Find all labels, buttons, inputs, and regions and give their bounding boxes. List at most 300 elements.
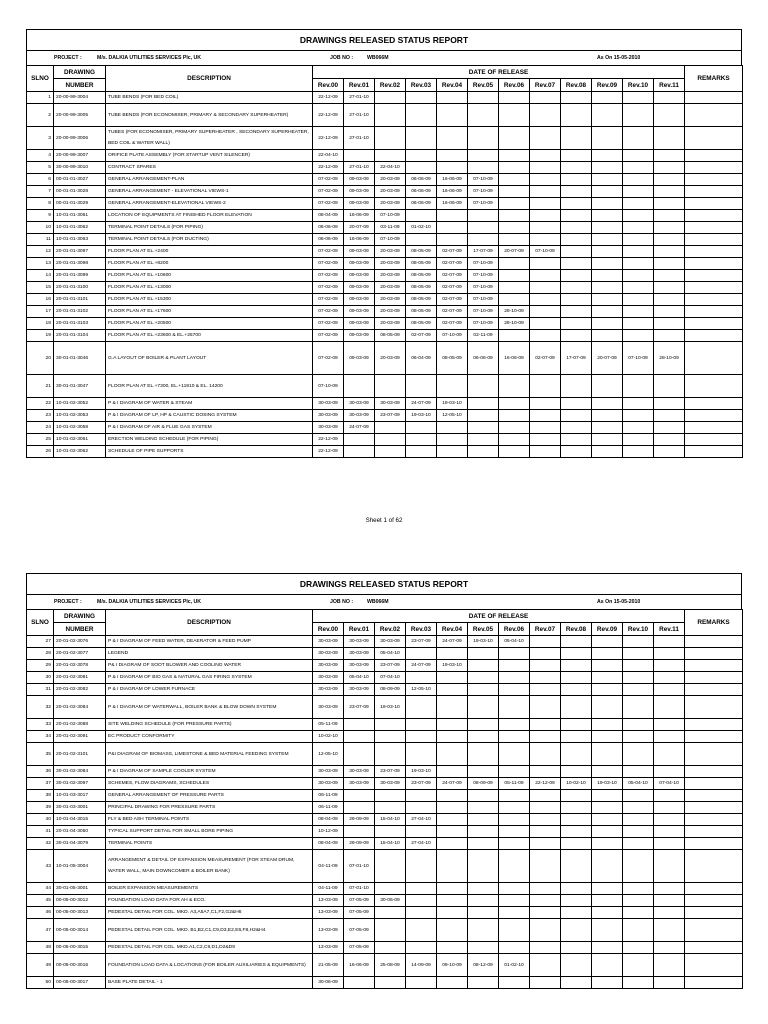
table-header — [27, 66, 743, 92]
remarks-cell — [685, 127, 743, 150]
drawing-number-cell: 20-01-02-3101 — [54, 743, 106, 766]
rev-date-cell — [437, 434, 468, 446]
rev-date-cell: 08-05-09 — [437, 342, 468, 375]
rev-date-cell — [406, 802, 437, 814]
rev-date-cell — [623, 446, 654, 458]
rev-date-cell — [623, 92, 654, 104]
table-row — [27, 270, 743, 282]
rev-date-cell — [468, 422, 499, 434]
rev-date-cell — [375, 743, 406, 766]
rev-date-cell — [499, 907, 530, 919]
rev-date-cell — [530, 766, 561, 778]
rev-date-cell — [499, 398, 530, 410]
rev-date-cell: 07-02-09 — [313, 294, 344, 306]
slno-cell: 14 — [27, 270, 54, 282]
rev-date-cell — [654, 422, 685, 434]
remarks-cell — [685, 410, 743, 422]
rev-date-cell: 20-03-09 — [375, 342, 406, 375]
rev-date-cell — [468, 684, 499, 696]
drawing-number-cell: 00-01-01-3027 — [54, 174, 106, 186]
rev-date-cell: 22-12-09 — [530, 778, 561, 790]
drawing-number-cell: 10-01-03-3017 — [54, 790, 106, 802]
rev-date-cell: 07-05-09 — [344, 919, 375, 942]
rev-date-cell: 22-12-09 — [313, 162, 344, 174]
description-header: DESCRIPTION — [106, 610, 313, 636]
table-row — [27, 186, 743, 198]
rev-date-cell — [344, 977, 375, 989]
rev-date-cell — [623, 919, 654, 942]
rev-date-cell: 30-03-09 — [313, 766, 344, 778]
rev-date-cell — [406, 375, 437, 398]
remarks-cell — [685, 684, 743, 696]
rev-date-cell: 09-03-09 — [344, 186, 375, 198]
rev-date-cell — [437, 104, 468, 127]
rev-date-cell — [344, 790, 375, 802]
rev-date-cell — [530, 660, 561, 672]
drawing-number-cell: 20-01-02-3088 — [54, 719, 106, 731]
project-value: M/s. DALKIA UTILITIES SERVICES Plc, UK — [97, 599, 202, 605]
rev-date-cell — [375, 883, 406, 895]
description-cell: GENERAL ARRANGEMENT-PLAN — [106, 174, 313, 186]
rev-date-cell — [499, 672, 530, 684]
rev-date-cell — [437, 92, 468, 104]
table-row — [27, 942, 743, 954]
rev-date-cell — [499, 766, 530, 778]
drawing-number-cell: 20-00-99-3005 — [54, 104, 106, 127]
rev-date-cell — [654, 446, 685, 458]
rev-date-cell: 30-03-09 — [313, 648, 344, 660]
rev-date-cell — [437, 743, 468, 766]
rev-date-cell — [437, 895, 468, 907]
drawing-number-cell: 10-01-02-3058 — [54, 422, 106, 434]
description-cell: FLOOR PLAN AT EL.+23600 & EL.+25700 — [106, 330, 313, 342]
remarks-header: REMARKS — [685, 66, 743, 92]
project-label: PROJECT : — [54, 55, 82, 61]
rev-date-cell — [623, 826, 654, 838]
rev-date-cell — [592, 743, 623, 766]
rev-date-cell — [592, 375, 623, 398]
drawing-number-cell: 10-01-02-3052 — [54, 398, 106, 410]
rev-date-cell — [561, 162, 592, 174]
drawing-number-cell: 20-01-02-3091 — [54, 731, 106, 743]
rev-date-cell — [623, 850, 654, 883]
rev-date-cell — [623, 743, 654, 766]
rev-date-cell — [623, 719, 654, 731]
rev-date-cell — [468, 696, 499, 719]
rev-date-cell: 07-04-10 — [375, 672, 406, 684]
rev-date-cell — [437, 814, 468, 826]
rev-date-cell — [561, 318, 592, 330]
description-cell: EC PRODUCT CONFORMITY — [106, 731, 313, 743]
description-cell: P & I DIAGRAM OF LP, HP & CAUSTIC DOSING SYSTEM — [106, 410, 313, 422]
rev-date-cell: 07-02-09 — [313, 342, 344, 375]
rev-date-cell — [499, 446, 530, 458]
status-table — [26, 609, 743, 989]
rev-date-cell — [344, 375, 375, 398]
rev-date-cell: 08-05-09 — [406, 294, 437, 306]
rev-date-cell: 30-03-09 — [344, 778, 375, 790]
description-cell: TERMINAL POINT DETAILS (FOR DUCTING) — [106, 234, 313, 246]
rev-date-cell — [623, 162, 654, 174]
rev-date-cell: 24-07-09 — [437, 778, 468, 790]
remarks-cell — [685, 731, 743, 743]
slno-cell: 42 — [27, 838, 54, 850]
table-body — [27, 92, 743, 458]
rev-header: Rev.08 — [561, 623, 592, 636]
rev-date-cell — [654, 150, 685, 162]
rev-date-cell: 19-03-10 — [406, 766, 437, 778]
rev-date-cell — [499, 222, 530, 234]
rev-date-cell — [530, 883, 561, 895]
rev-date-cell — [592, 222, 623, 234]
remarks-cell — [685, 210, 743, 222]
rev-date-cell: 07-02-09 — [313, 246, 344, 258]
rev-date-cell — [561, 210, 592, 222]
rev-date-cell — [437, 234, 468, 246]
rev-date-cell: 05-04-10 — [623, 778, 654, 790]
table-row — [27, 838, 743, 850]
rev-date-cell — [499, 104, 530, 127]
rev-date-cell: 23-07-09 — [344, 696, 375, 719]
rev-date-cell — [654, 719, 685, 731]
description-cell: P & I DIAGRAM OF WATERWALL, BOILER BANK & BLOW DOWN SYSTEM — [106, 696, 313, 719]
remarks-cell — [685, 790, 743, 802]
description-cell: FOUNDATION LOAD DATA FOR AH & ECO. — [106, 895, 313, 907]
rev-date-cell — [592, 684, 623, 696]
slno-cell: 49 — [27, 954, 54, 977]
rev-date-cell — [468, 410, 499, 422]
rev-date-cell — [654, 162, 685, 174]
rev-date-cell — [437, 838, 468, 850]
rev-date-cell — [406, 422, 437, 434]
project-info-bar — [26, 594, 742, 609]
rev-date-cell — [623, 648, 654, 660]
rev-date-cell — [561, 895, 592, 907]
rev-date-cell — [654, 198, 685, 210]
rev-date-cell — [437, 731, 468, 743]
rev-header: Rev.08 — [561, 79, 592, 92]
description-cell: P & I DIAGRAM OF WATER & STEAM — [106, 398, 313, 410]
table-row — [27, 766, 743, 778]
rev-date-cell — [592, 977, 623, 989]
drawing-number-cell: 20-00-99-3004 — [54, 92, 106, 104]
rev-date-cell — [437, 422, 468, 434]
rev-date-cell: 20-03-09 — [375, 198, 406, 210]
rev-date-cell — [468, 977, 499, 989]
rev-date-cell: 04-11-09 — [313, 883, 344, 895]
rev-date-cell: 27-01-10 — [344, 127, 375, 150]
rev-date-cell — [499, 294, 530, 306]
description-cell: FLY & BED ASH TERMINAL POINTS — [106, 814, 313, 826]
rev-date-cell — [561, 104, 592, 127]
rev-date-cell — [623, 422, 654, 434]
slno-cell: 4 — [27, 150, 54, 162]
remarks-cell — [685, 446, 743, 458]
table-row — [27, 719, 743, 731]
slno-cell: 28 — [27, 648, 54, 660]
rev-date-cell — [530, 895, 561, 907]
rev-date-cell — [468, 826, 499, 838]
rev-date-cell: 20-03-09 — [375, 186, 406, 198]
rev-date-cell — [561, 883, 592, 895]
rev-date-cell — [623, 672, 654, 684]
table-row — [27, 895, 743, 907]
rev-date-cell: 08-04-09 — [313, 814, 344, 826]
rev-date-cell: 24-07-09 — [437, 636, 468, 648]
rev-header: Rev.04 — [437, 79, 468, 92]
drawing-number-cell: 20-01-01-3104 — [54, 330, 106, 342]
rev-date-cell: 16-06-09 — [437, 174, 468, 186]
rev-date-cell — [437, 826, 468, 838]
slno-cell: 35 — [27, 743, 54, 766]
rev-date-cell: 29-09-09 — [344, 838, 375, 850]
rev-date-cell — [592, 174, 623, 186]
rev-date-cell: 22-12-09 — [313, 446, 344, 458]
rev-date-cell — [375, 919, 406, 942]
rev-date-cell — [654, 104, 685, 127]
rev-date-cell — [468, 919, 499, 942]
table-row — [27, 826, 743, 838]
rev-date-cell — [654, 942, 685, 954]
rev-date-cell — [499, 258, 530, 270]
description-cell: ORIFICE PLATE ASSEMBLY (FOR STARTUP VENT SILENCER) — [106, 150, 313, 162]
rev-date-cell — [530, 222, 561, 234]
rev-date-cell — [530, 719, 561, 731]
drawing-number-cell: 00-05-00-3012 — [54, 895, 106, 907]
slno-cell: 38 — [27, 790, 54, 802]
rev-date-cell: 09-03-09 — [344, 270, 375, 282]
description-cell: G.A LAYOUT OF BOILER & PLANT LAYOUT — [106, 342, 313, 375]
slno-cell: 13 — [27, 258, 54, 270]
rev-date-cell — [406, 919, 437, 942]
rev-date-cell — [623, 895, 654, 907]
rev-date-cell — [530, 636, 561, 648]
rev-date-cell: 20-03-09 — [375, 174, 406, 186]
rev-date-cell — [654, 838, 685, 850]
rev-date-cell — [654, 234, 685, 246]
description-cell: FLOOR PLAN AT EL.+2400 — [106, 246, 313, 258]
remarks-cell — [685, 330, 743, 342]
rev-date-cell: 08-05-09 — [406, 318, 437, 330]
rev-date-cell — [592, 127, 623, 150]
rev-date-cell — [623, 410, 654, 422]
rev-date-cell: 30-03-09 — [344, 684, 375, 696]
description-cell: TERMINAL POINTS — [106, 838, 313, 850]
rev-date-cell — [654, 790, 685, 802]
rev-date-cell: 09-03-09 — [344, 246, 375, 258]
drawing-number-cell: 20-01-01-3103 — [54, 318, 106, 330]
rev-date-cell: 07-10-09 — [468, 318, 499, 330]
rev-date-cell: 07-10-09 — [468, 306, 499, 318]
rev-date-cell — [592, 234, 623, 246]
rev-date-cell: 22-12-09 — [313, 104, 344, 127]
remarks-cell — [685, 150, 743, 162]
rev-header: Rev.04 — [437, 623, 468, 636]
rev-date-cell — [468, 814, 499, 826]
rev-date-cell — [623, 210, 654, 222]
table-row — [27, 150, 743, 162]
rev-date-cell: 22-04-10 — [375, 162, 406, 174]
rev-date-cell — [561, 766, 592, 778]
rev-date-cell: 20-03-09 — [375, 270, 406, 282]
drawing-number-cell: 10-01-02-3053 — [54, 410, 106, 422]
rev-date-cell: 09-03-09 — [344, 342, 375, 375]
remarks-cell — [685, 778, 743, 790]
description-cell: LEGEND — [106, 648, 313, 660]
table-row — [27, 850, 743, 883]
description-header: DESCRIPTION — [106, 66, 313, 92]
rev-date-cell — [561, 826, 592, 838]
rev-date-cell — [468, 942, 499, 954]
rev-date-cell — [499, 850, 530, 883]
remarks-cell — [685, 434, 743, 446]
rev-date-cell — [530, 942, 561, 954]
number-header: NUMBER — [54, 623, 106, 636]
rev-date-cell — [375, 731, 406, 743]
rev-date-cell — [406, 696, 437, 719]
rev-date-cell: 08-09-09 — [375, 684, 406, 696]
rev-date-cell: 08-05-09 — [406, 270, 437, 282]
rev-date-cell — [499, 282, 530, 294]
table-row — [27, 422, 743, 434]
rev-date-cell: 07-04-10 — [654, 778, 685, 790]
rev-date-cell — [530, 174, 561, 186]
rev-date-cell — [592, 162, 623, 174]
rev-date-cell — [468, 104, 499, 127]
rev-date-cell: 30-03-09 — [375, 778, 406, 790]
drawing-number-cell: 30-01-02-3097 — [54, 778, 106, 790]
rev-date-cell — [468, 162, 499, 174]
remarks-cell — [685, 234, 743, 246]
rev-date-cell: 06-06-09 — [406, 198, 437, 210]
rev-date-cell: 06-11-09 — [313, 802, 344, 814]
slno-cell: 6 — [27, 174, 54, 186]
rev-date-cell — [592, 838, 623, 850]
rev-date-cell: 23-07-09 — [406, 636, 437, 648]
rev-date-cell — [375, 790, 406, 802]
rev-date-cell — [530, 186, 561, 198]
rev-date-cell — [592, 104, 623, 127]
rev-date-cell — [623, 977, 654, 989]
rev-date-cell — [468, 210, 499, 222]
table-header — [27, 610, 743, 636]
rev-date-cell — [623, 198, 654, 210]
rev-date-cell: 20-03-09 — [375, 246, 406, 258]
rev-date-cell: 02-07-09 — [437, 270, 468, 282]
rev-date-cell — [499, 648, 530, 660]
rev-date-cell — [437, 883, 468, 895]
rev-date-cell: 06-06-09 — [313, 234, 344, 246]
project-info-bar — [26, 50, 742, 65]
rev-date-cell: 16-06-09 — [344, 234, 375, 246]
rev-date-cell: 06-06-09 — [313, 222, 344, 234]
rev-date-cell: 07-02-09 — [313, 270, 344, 282]
rev-header: Rev.02 — [375, 623, 406, 636]
rev-date-cell — [561, 802, 592, 814]
rev-date-cell — [592, 660, 623, 672]
rev-date-cell: 30-03-09 — [313, 398, 344, 410]
rev-date-cell: 07-10-09 — [375, 210, 406, 222]
description-cell: P & I DIAGRAM OF FEED WATER, DEAERATOR & FEED PUMP — [106, 636, 313, 648]
table-row — [27, 294, 743, 306]
description-cell: P& I DIAGRAM OF SOOT BLOWER AND COOLING WATER — [106, 660, 313, 672]
rev-date-cell — [623, 127, 654, 150]
slno-cell: 25 — [27, 434, 54, 446]
table-row — [27, 919, 743, 942]
rev-date-cell — [530, 790, 561, 802]
slno-cell: 39 — [27, 802, 54, 814]
rev-date-cell — [654, 210, 685, 222]
rev-date-cell: 27-01-10 — [344, 162, 375, 174]
table-body — [27, 636, 743, 989]
description-cell: PRINCIPAL DRAWING FOR PRESSURE PARTS — [106, 802, 313, 814]
description-cell: P & I DIAGRAM OF AIR & FLUE GAS SYSTEM — [106, 422, 313, 434]
rev-date-cell — [499, 719, 530, 731]
as-on-date: As On 15-05-2010 — [597, 599, 641, 605]
table-row — [27, 398, 743, 410]
rev-date-cell: 10-02-10 — [561, 778, 592, 790]
rev-date-cell — [592, 318, 623, 330]
rev-date-cell — [623, 150, 654, 162]
rev-date-cell — [344, 434, 375, 446]
rev-date-cell: 20-07-09 — [592, 342, 623, 375]
slno-cell: 41 — [27, 826, 54, 838]
rev-date-cell: 07-10-09 — [468, 258, 499, 270]
rev-date-cell — [344, 719, 375, 731]
rev-date-cell — [654, 330, 685, 342]
remarks-cell — [685, 104, 743, 127]
slno-cell: 32 — [27, 696, 54, 719]
table-row — [27, 306, 743, 318]
rev-date-cell — [375, 422, 406, 434]
remarks-cell — [685, 162, 743, 174]
table-row — [27, 92, 743, 104]
drawing-number-cell: 20-01-01-3098 — [54, 258, 106, 270]
drawing-number-cell: 10-01-02-3061 — [54, 434, 106, 446]
rev-date-cell: 04-11-09 — [313, 850, 344, 883]
rev-date-cell — [375, 907, 406, 919]
remarks-cell — [685, 270, 743, 282]
rev-date-cell — [406, 648, 437, 660]
rev-date-cell: 09-03-09 — [344, 306, 375, 318]
rev-date-cell: 09-03-09 — [344, 198, 375, 210]
rev-date-cell — [561, 127, 592, 150]
rev-date-cell — [561, 660, 592, 672]
rev-date-cell — [654, 907, 685, 919]
rev-date-cell — [468, 883, 499, 895]
rev-date-cell — [406, 104, 437, 127]
rev-date-cell — [437, 648, 468, 660]
rev-date-cell: 07-10-09 — [468, 270, 499, 282]
rev-date-cell — [623, 684, 654, 696]
table-row — [27, 174, 743, 186]
drawing-number-cell: 20-01-01-3099 — [54, 270, 106, 282]
rev-date-cell — [406, 942, 437, 954]
rev-date-cell — [468, 434, 499, 446]
rev-date-cell: 30-03-09 — [313, 410, 344, 422]
description-cell: ARRANGEMENT & DETAIL OF EXPANSION MEASUREMENT (FOR STEAM DRUM, WATER WALL, MAIN DOWNCOMER & BOILER BANK) — [106, 850, 313, 883]
rev-date-cell — [561, 282, 592, 294]
rev-date-cell — [623, 660, 654, 672]
drawing-number-cell: 30-01-05-3001 — [54, 883, 106, 895]
rev-date-cell — [406, 162, 437, 174]
rev-date-cell — [561, 234, 592, 246]
rev-date-cell — [654, 410, 685, 422]
rev-date-cell: 20-07-09 — [499, 246, 530, 258]
rev-date-cell: 02-07-09 — [437, 306, 468, 318]
rev-date-cell — [561, 696, 592, 719]
slno-header: SLNO — [27, 610, 54, 636]
